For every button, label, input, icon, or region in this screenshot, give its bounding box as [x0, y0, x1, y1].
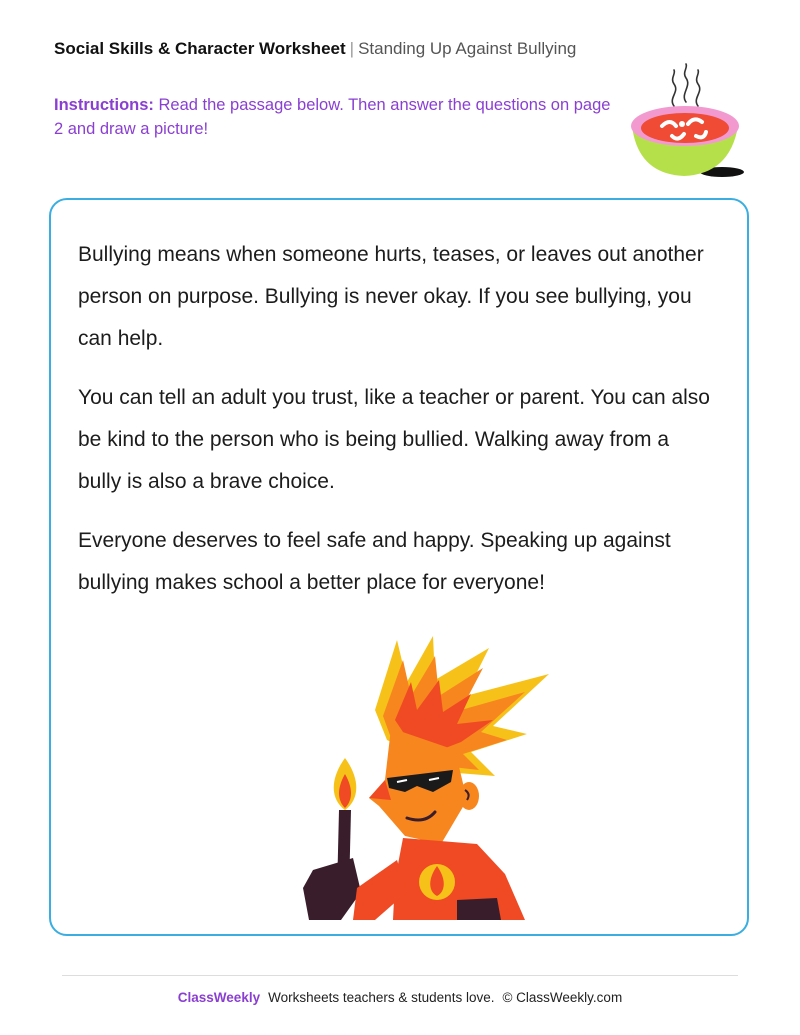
footer-copyright: © ClassWeekly.com [502, 990, 623, 1005]
passage-box [49, 198, 749, 936]
steam-icon [672, 64, 699, 106]
passage-paragraph-1: Bullying means when someone hurts, teases, or leaves out another person on purpose. Bullying is never okay. If you see bullying, you can help. [78, 243, 704, 350]
worksheet-subtitle: Standing Up Against Bullying [358, 39, 577, 58]
footer-brand: ClassWeekly [177, 990, 261, 1005]
reading-passage [78, 234, 718, 621]
worksheet-header [54, 38, 576, 60]
footer-tagline: Worksheets teachers & students love. [268, 990, 495, 1005]
header-separator: | [349, 39, 355, 58]
instructions-label: Instructions: [54, 96, 154, 114]
fire-character-illustration [257, 630, 557, 920]
instructions [54, 93, 614, 141]
worksheet-title: Social Skills & Character Worksheet [54, 39, 346, 58]
footer-divider [62, 975, 738, 976]
soup-bowl-icon [626, 62, 750, 182]
passage-paragraph-3: Everyone deserves to feel safe and happy. Speaking up against bullying makes school a better place for everyone! [78, 529, 671, 594]
passage-paragraph-2: You can tell an adult you trust, like a teacher or parent. You can also be kind to the person who is being bullied. Walking away from a bully is also a brave choice. [78, 386, 710, 493]
instructions-text: Read the passage below. Then answer the questions on page 2 and draw a picture! [54, 96, 611, 138]
footer [0, 989, 800, 1007]
